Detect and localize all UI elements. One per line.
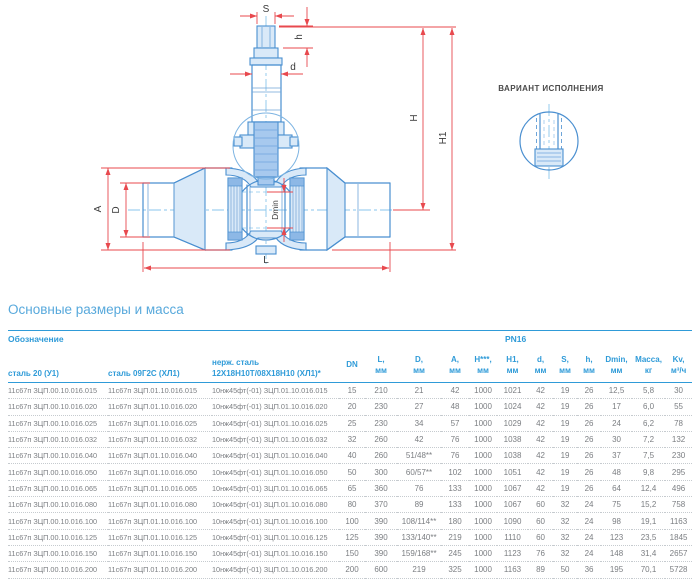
value-cell: 1021 xyxy=(503,386,522,396)
value-cell: 24 xyxy=(584,549,594,559)
value-cell: 1038 xyxy=(503,451,522,461)
designation-cell: 11с67п ЗЦП.01.10.016.032 xyxy=(108,435,198,445)
designation-cell: 11с67п ЗЦП.01.10.016.200 xyxy=(108,565,198,575)
column-header: Kv, м³/ч xyxy=(670,355,687,375)
designation-cell: 11с67п ЗЦП.01.10.016.020 xyxy=(108,402,198,412)
value-cell: 26 xyxy=(584,467,594,477)
value-cell: 19 xyxy=(560,483,570,493)
value-cell: 24 xyxy=(612,418,621,428)
value-cell: 12,5 xyxy=(608,386,625,396)
pn16-group-header: PN16 xyxy=(504,334,527,345)
designation-cell: 11с67п ЗЦП.00.10.016.080 xyxy=(8,500,98,510)
value-cell: 1000 xyxy=(474,386,492,396)
value-cell: 1024 xyxy=(503,402,522,412)
table-row xyxy=(8,383,692,399)
column-header: h, мм xyxy=(583,355,595,375)
value-cell: 23,5 xyxy=(640,532,657,542)
designation-cell: 10нж45фт(-01) ЗЦП.01.10.016.025 xyxy=(212,418,328,428)
value-cell: 210 xyxy=(374,386,388,396)
value-cell: 758 xyxy=(671,500,686,510)
value-cell: 19 xyxy=(560,418,570,428)
designation-cell: 11с67п ЗЦП.01.10.016.065 xyxy=(108,483,198,493)
dimension-A-label: A xyxy=(93,205,104,213)
designation-cell: 11с67п ЗЦП.01.10.016.150 xyxy=(108,549,198,559)
value-cell: 5728 xyxy=(669,565,688,575)
table-row xyxy=(8,448,692,464)
value-cell: 26 xyxy=(584,451,594,461)
value-cell: 1000 xyxy=(474,565,492,575)
value-cell: 78 xyxy=(674,418,684,428)
value-cell: 200 xyxy=(345,565,359,575)
value-cell: 1000 xyxy=(474,418,492,428)
value-cell: 6,0 xyxy=(642,402,655,412)
value-cell: 300 xyxy=(374,467,388,477)
value-cell: 57 xyxy=(450,418,460,428)
value-cell: 295 xyxy=(671,467,686,477)
value-cell: 48 xyxy=(612,467,621,477)
designation-cell: 11с67п ЗЦП.00.10.016.150 xyxy=(8,549,98,559)
value-cell: 390 xyxy=(374,516,388,526)
value-cell: 24 xyxy=(584,532,594,542)
designation-cell: 11с67п ЗЦП.01.10.016.040 xyxy=(108,451,198,461)
value-cell: 40 xyxy=(347,451,357,461)
designation-cell: 10нж45фт(-01) ЗЦП.01.10.016.080 xyxy=(212,500,328,510)
value-cell: 24 xyxy=(584,500,594,510)
dimension-H-label: H xyxy=(409,114,420,122)
designation-cell: 10нж45фт(-01) ЗЦП.01.10.016.150 xyxy=(212,549,328,559)
designation-cell: 11с67п ЗЦП.01.10.016.100 xyxy=(108,516,198,526)
table-body xyxy=(8,383,692,579)
value-cell: 19 xyxy=(560,451,570,461)
value-cell: 20 xyxy=(347,402,357,412)
variant-detail xyxy=(498,84,603,170)
column-header: D, мм xyxy=(413,355,425,375)
value-cell: 2657 xyxy=(669,549,688,559)
value-cell: 55 xyxy=(674,402,684,412)
column-header: Dmin, мм xyxy=(605,355,628,375)
value-cell: 19 xyxy=(560,402,570,412)
dimension-S-label: S xyxy=(262,4,270,15)
designation-cell: 10нж45фт(-01) ЗЦП.01.10.016.020 xyxy=(212,402,328,412)
table-group-header-row xyxy=(8,331,692,350)
value-cell: 12,4 xyxy=(640,483,657,493)
dimension-H1-label: H1 xyxy=(438,131,449,145)
value-cell: 42 xyxy=(536,386,545,396)
value-cell: 1000 xyxy=(474,532,492,542)
designation-group-header: Обозначение xyxy=(8,334,64,345)
value-cell: 1051 xyxy=(503,467,522,477)
value-cell: 76 xyxy=(450,435,460,445)
value-cell: 219 xyxy=(448,532,462,542)
value-cell: 60 xyxy=(536,516,545,526)
value-cell: 7,5 xyxy=(642,451,655,461)
value-cell: 230 xyxy=(374,402,388,412)
column-header: нерж. сталь 12Х18Н10Т/08Х18Н10 (ХЛ1)* xyxy=(212,358,321,378)
value-cell: 100 xyxy=(345,516,359,526)
value-cell: 1038 xyxy=(503,435,522,445)
column-header: L, мм xyxy=(375,355,387,375)
value-cell: 1123 xyxy=(503,549,522,559)
value-cell: 125 xyxy=(345,532,359,542)
designation-cell: 10нж45фт(-01) ЗЦП.01.10.016.125 xyxy=(212,532,328,542)
value-cell: 42 xyxy=(536,483,545,493)
dimension-Dmin-label: Dmin xyxy=(270,200,280,220)
value-cell: 21 xyxy=(414,386,424,396)
value-cell: 15 xyxy=(347,386,357,396)
value-cell: 19,1 xyxy=(640,516,657,526)
value-cell: 133 xyxy=(448,500,462,510)
table-row xyxy=(8,431,692,447)
value-cell: 1000 xyxy=(474,549,492,559)
value-cell: 1067 xyxy=(503,483,522,493)
value-cell: 159/168** xyxy=(401,549,437,559)
designation-cell: 10нж45фт(-01) ЗЦП.01.10.016.065 xyxy=(212,483,328,493)
value-cell: 60 xyxy=(536,532,545,542)
value-cell: 260 xyxy=(374,435,388,445)
value-cell: 6,2 xyxy=(642,418,655,428)
value-cell: 32 xyxy=(347,435,357,445)
designation-cell: 11с67п ЗЦП.01.10.016.050 xyxy=(108,467,198,477)
designation-cell: 11с67п ЗЦП.01.10.016.125 xyxy=(108,532,198,542)
value-cell: 26 xyxy=(584,435,594,445)
value-cell: 1090 xyxy=(503,516,522,526)
value-cell: 133/140** xyxy=(401,532,437,542)
designation-cell: 10нж45фт(-01) ЗЦП.01.10.016.200 xyxy=(212,565,328,575)
table-row xyxy=(8,399,692,415)
designation-cell: 10нж45фт(-01) ЗЦП.01.10.016.032 xyxy=(212,435,328,445)
value-cell: 98 xyxy=(612,516,621,526)
value-cell: 370 xyxy=(374,500,388,510)
value-cell: 1067 xyxy=(503,500,522,510)
value-cell: 1163 xyxy=(669,516,688,526)
value-cell: 150 xyxy=(345,549,359,559)
weld-ring-left xyxy=(228,178,242,240)
value-cell: 230 xyxy=(374,418,388,428)
dimension-L-label: L xyxy=(263,255,269,266)
designation-cell: 11с67п ЗЦП.01.10.016.025 xyxy=(108,418,198,428)
value-cell: 76 xyxy=(536,549,545,559)
designation-cell: 10нж45фт(-01) ЗЦП.01.10.016.015 xyxy=(212,386,328,396)
value-cell: 30 xyxy=(612,435,621,445)
value-cell: 36 xyxy=(584,565,594,575)
value-cell: 230 xyxy=(671,451,686,461)
value-cell: 17 xyxy=(612,402,621,412)
designation-cell: 11с67п ЗЦП.00.10.016.020 xyxy=(8,402,98,412)
designation-cell: 11с67п ЗЦП.00.10.016.040 xyxy=(8,451,98,461)
designation-cell: 11с67п ЗЦП.00.10.016.025 xyxy=(8,418,98,428)
value-cell: 64 xyxy=(612,483,621,493)
table-row xyxy=(8,464,692,480)
column-header: S, мм xyxy=(559,355,571,375)
value-cell: 76 xyxy=(414,483,424,493)
value-cell: 31,4 xyxy=(640,549,657,559)
designation-cell: 10нж45фт(-01) ЗЦП.01.10.016.040 xyxy=(212,451,328,461)
value-cell: 325 xyxy=(448,565,462,575)
variant-packing-block xyxy=(535,149,563,166)
value-cell: 32 xyxy=(560,549,570,559)
value-cell: 1000 xyxy=(474,402,492,412)
value-cell: 180 xyxy=(448,516,462,526)
value-cell: 219 xyxy=(412,565,426,575)
column-header: Масса, кг xyxy=(635,355,662,375)
value-cell: 360 xyxy=(374,483,388,493)
value-cell: 245 xyxy=(448,549,462,559)
value-cell: 89 xyxy=(536,565,545,575)
value-cell: 26 xyxy=(584,483,594,493)
stem-square-head xyxy=(257,26,275,48)
value-cell: 42 xyxy=(536,467,545,477)
value-cell: 9,8 xyxy=(642,467,655,477)
value-cell: 27 xyxy=(414,402,424,412)
dimension-D-label: D xyxy=(111,206,122,214)
value-cell: 34 xyxy=(414,418,424,428)
value-cell: 37 xyxy=(612,451,621,461)
value-cell: 42 xyxy=(536,418,545,428)
value-cell: 42 xyxy=(414,435,424,445)
value-cell: 50 xyxy=(347,467,357,477)
value-cell: 133 xyxy=(448,483,462,493)
column-header: Н***, мм xyxy=(474,355,492,375)
value-cell: 5,8 xyxy=(642,386,655,396)
value-cell: 108/114** xyxy=(401,516,437,526)
column-header: H1, мм xyxy=(506,355,519,375)
section-title: Основные размеры и масса xyxy=(8,302,184,317)
weld-ring-right xyxy=(290,178,304,240)
value-cell: 60 xyxy=(536,500,545,510)
table-row xyxy=(8,529,692,545)
value-cell: 30 xyxy=(674,386,684,396)
designation-cell: 10нж45фт(-01) ЗЦП.01.10.016.050 xyxy=(212,467,328,477)
value-cell: 19 xyxy=(560,467,570,477)
value-cell: 390 xyxy=(374,549,388,559)
value-cell: 60/57** xyxy=(405,467,433,477)
value-cell: 1000 xyxy=(474,467,492,477)
value-cell: 148 xyxy=(609,549,624,559)
value-cell: 24 xyxy=(584,516,594,526)
table-row xyxy=(8,480,692,496)
variant-label: ВАРИАНТ ИСПОЛНЕНИЯ xyxy=(498,84,604,93)
value-cell: 496 xyxy=(671,483,686,493)
designation-cell: 11с67п ЗЦП.00.10.016.065 xyxy=(8,483,98,493)
value-cell: 1163 xyxy=(503,565,522,575)
value-cell: 1000 xyxy=(474,500,492,510)
value-cell: 89 xyxy=(414,500,424,510)
designation-cell: 11с67п ЗЦП.00.10.016.100 xyxy=(8,516,98,526)
table-row xyxy=(8,545,692,561)
value-cell: 1029 xyxy=(503,418,522,428)
value-cell: 132 xyxy=(671,435,686,445)
value-cell: 26 xyxy=(584,386,594,396)
column-header: DN xyxy=(346,360,358,370)
value-cell: 390 xyxy=(374,532,388,542)
value-cell: 42 xyxy=(536,402,545,412)
value-cell: 102 xyxy=(448,467,462,477)
dimensions-table xyxy=(8,330,692,579)
value-cell: 1845 xyxy=(669,532,688,542)
value-cell: 19 xyxy=(560,435,570,445)
value-cell: 80 xyxy=(347,500,357,510)
column-header: A, мм xyxy=(449,355,461,375)
value-cell: 19 xyxy=(560,386,570,396)
value-cell: 70,1 xyxy=(640,565,657,575)
column-header: d, мм xyxy=(534,355,547,375)
dimension-d-label: d xyxy=(290,62,296,73)
column-header: сталь 09Г2С (ХЛ1) xyxy=(108,368,180,378)
designation-cell: 11с67п ЗЦП.01.10.016.015 xyxy=(108,386,198,396)
value-cell: 65 xyxy=(347,483,357,493)
value-cell: 1000 xyxy=(474,483,492,493)
value-cell: 26 xyxy=(584,402,594,412)
table-row xyxy=(8,497,692,513)
designation-cell: 11с67п ЗЦП.00.10.016.200 xyxy=(8,565,98,575)
value-cell: 1000 xyxy=(474,451,492,461)
value-cell: 600 xyxy=(374,565,388,575)
value-cell: 42 xyxy=(536,451,545,461)
value-cell: 42 xyxy=(536,435,545,445)
designation-cell: 11с67п ЗЦП.00.10.016.125 xyxy=(8,532,98,542)
designation-cell: 10нж45фт(-01) ЗЦП.01.10.016.100 xyxy=(212,516,328,526)
value-cell: 7,2 xyxy=(642,435,655,445)
value-cell: 32 xyxy=(560,500,570,510)
value-cell: 1000 xyxy=(474,435,492,445)
value-cell: 1000 xyxy=(474,516,492,526)
value-cell: 123 xyxy=(609,532,624,542)
value-cell: 32 xyxy=(560,516,570,526)
designation-cell: 11с67п ЗЦП.00.10.016.032 xyxy=(8,435,98,445)
value-cell: 76 xyxy=(450,451,460,461)
table-row xyxy=(8,415,692,431)
table-row xyxy=(8,513,692,529)
column-header-row xyxy=(8,349,692,383)
column-header: сталь 20 (У1) xyxy=(8,368,59,378)
value-cell: 50 xyxy=(560,565,570,575)
value-cell: 1110 xyxy=(504,532,521,542)
value-cell: 42 xyxy=(450,386,460,396)
value-cell: 26 xyxy=(584,418,594,428)
designation-cell: 11с67п ЗЦП.00.10.016.015 xyxy=(8,386,98,396)
value-cell: 75 xyxy=(612,500,621,510)
value-cell: 48 xyxy=(450,402,460,412)
value-cell: 195 xyxy=(609,565,624,575)
value-cell: 260 xyxy=(374,451,388,461)
bottom-plug xyxy=(256,246,276,254)
dimension-h-label: h xyxy=(294,34,305,40)
table-row xyxy=(8,562,692,578)
value-cell: 32 xyxy=(560,532,570,542)
designation-cell: 11с67п ЗЦП.00.10.016.050 xyxy=(8,467,98,477)
value-cell: 15,2 xyxy=(640,500,657,510)
value-cell: 51/48** xyxy=(405,451,433,461)
value-cell: 25 xyxy=(347,418,357,428)
designation-cell: 11с67п ЗЦП.01.10.016.080 xyxy=(108,500,198,510)
